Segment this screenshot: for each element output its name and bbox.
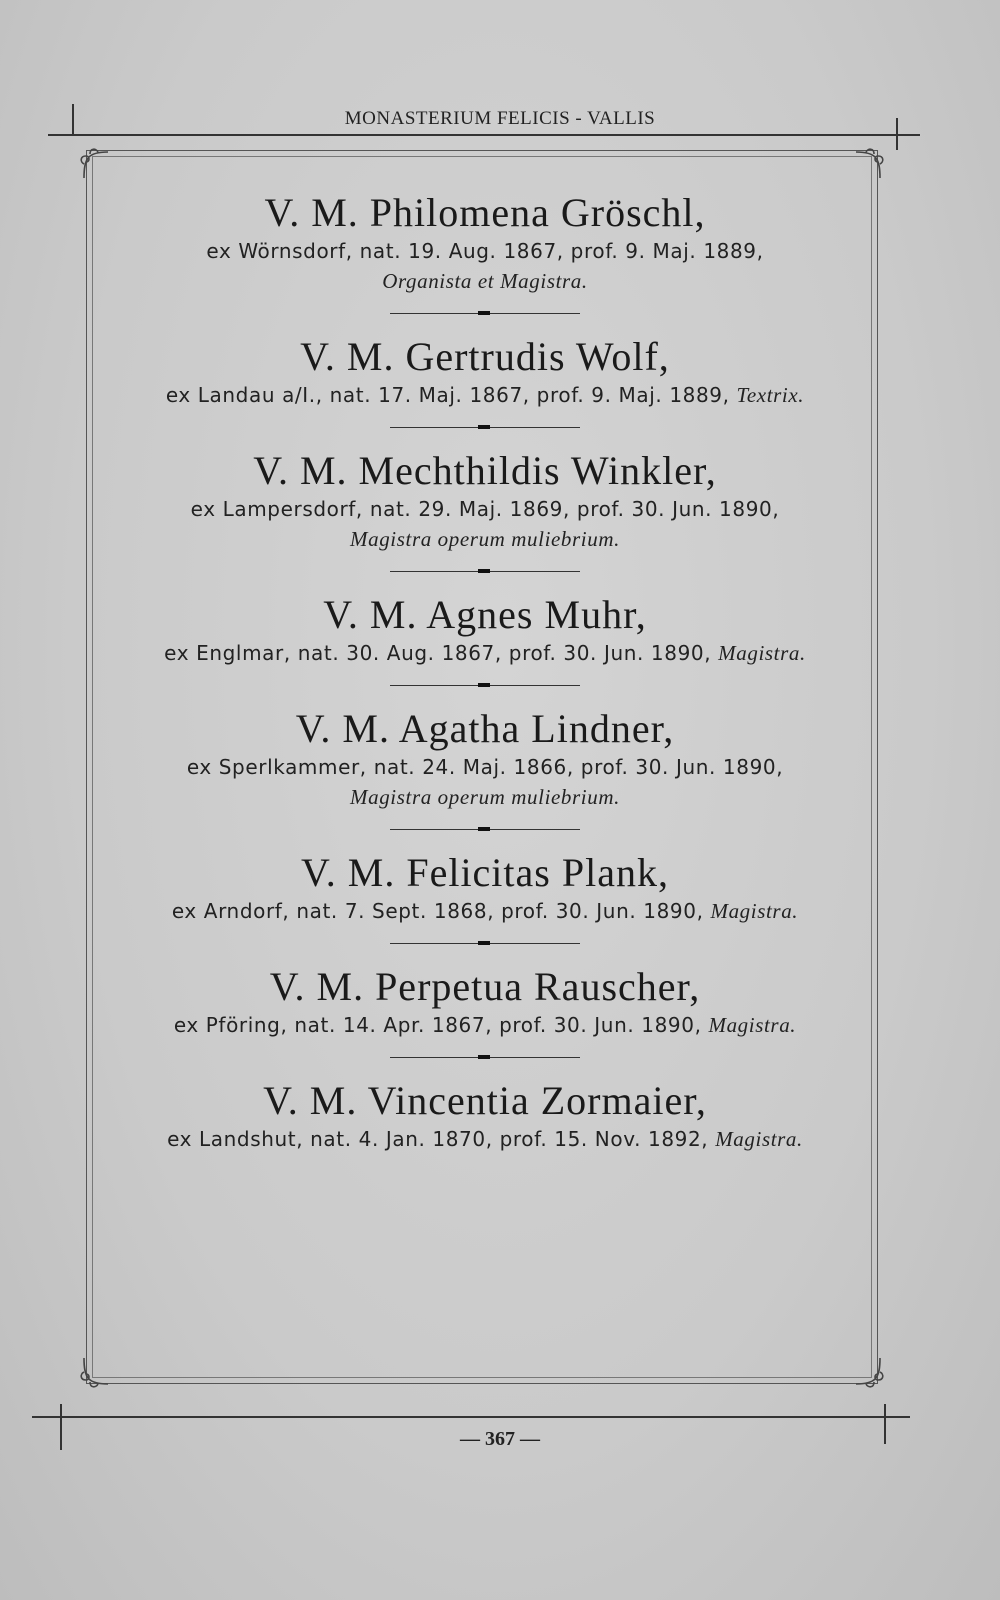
entry-name: V. M. Vincentia Zormaier, [263, 1078, 707, 1123]
entry-detail [100, 380, 870, 410]
separator [390, 680, 580, 692]
entry-detail-text: ex Landau a/I., nat. 17. Maj. 1867, prof. 9. Maj. 1889, [165, 383, 737, 407]
entry-detail-text: ex Lampersdorf, nat. 29. Maj. 1869, prof. 30. Jun. 1890, [190, 497, 780, 521]
separator [390, 308, 580, 320]
entry [100, 1078, 870, 1154]
entry-name: V. M. Gertrudis Wolf, [300, 334, 670, 379]
entry-detail-text: ex Pföring, nat. 14. Apr. 1867, prof. 30. Jun. 1890, [173, 1013, 709, 1037]
entry [100, 964, 870, 1040]
header-rule-right-tick [896, 118, 898, 150]
entry-role: Magistra. [715, 1127, 803, 1151]
entry-name: V. M. Felicitas Plank, [301, 850, 669, 895]
entry-name: V. M. Perpetua Rauscher, [269, 964, 701, 1009]
entry [100, 334, 870, 410]
entry-name: V. M. Mechthildis Winkler, [253, 448, 717, 493]
entry-role: Textrix. [736, 383, 805, 407]
entry-role: Magistra. [708, 1013, 797, 1037]
entry [100, 448, 870, 554]
separator [390, 566, 580, 578]
entry-detail-text: ex Arndorf, nat. 7. Sept. 1868, prof. 30. Jun. 1890, [171, 899, 711, 923]
entry-role-line: Magistra operum muliebrium. [350, 527, 620, 551]
scroll-ornament-icon [846, 1352, 886, 1392]
entry-detail [100, 1010, 870, 1040]
entry-detail [100, 638, 870, 668]
separator [390, 1052, 580, 1064]
entry-detail-text: ex Englmar, nat. 30. Aug. 1867, prof. 30. Jun. 1890, [164, 641, 719, 665]
entry-detail-text: ex Sperlkammer, nat. 24. Maj. 1866, prof. 30. Jun. 1890, [186, 755, 784, 779]
separator [390, 824, 580, 836]
entry-detail-text: ex Wörnsdorf, nat. 19. Aug. 1867, prof. 9. Maj. 1889, [206, 239, 764, 263]
entry-list [100, 190, 870, 1154]
scroll-ornament-icon [846, 144, 886, 184]
entry [100, 592, 870, 668]
entry-name: V. M. Agatha Lindner, [295, 706, 675, 751]
running-header: MONASTERIUM FELICIS - VALLIS [344, 108, 656, 129]
scroll-ornament-icon [78, 1352, 118, 1392]
header-rule-top [48, 134, 920, 136]
entry [100, 706, 870, 812]
entry-name: V. M. Philomena Gröschl, [264, 190, 706, 235]
entry [100, 190, 870, 296]
page-number: — 367 — [460, 1428, 540, 1450]
separator [390, 422, 580, 434]
footer-rule-bottom [32, 1416, 910, 1418]
entry-detail [100, 752, 870, 782]
entry-role: Magistra. [710, 899, 799, 923]
separator [390, 938, 580, 950]
entry-name: V. M. Agnes Muhr, [323, 592, 647, 637]
entry-detail [100, 236, 870, 266]
entry-detail [100, 896, 870, 926]
entry-role-line: Magistra operum muliebrium. [350, 785, 620, 809]
entry-detail [100, 494, 870, 524]
entry-detail [100, 1124, 870, 1154]
entry-role: Magistra. [718, 641, 806, 665]
header-rule-left-tick [72, 104, 74, 136]
entry [100, 850, 870, 926]
entry-role-line: Organista et Magistra. [382, 269, 588, 293]
entry-detail-text: ex Landshut, nat. 4. Jan. 1870, prof. 15. Nov. 1892, [167, 1127, 716, 1151]
scroll-ornament-icon [78, 144, 118, 184]
